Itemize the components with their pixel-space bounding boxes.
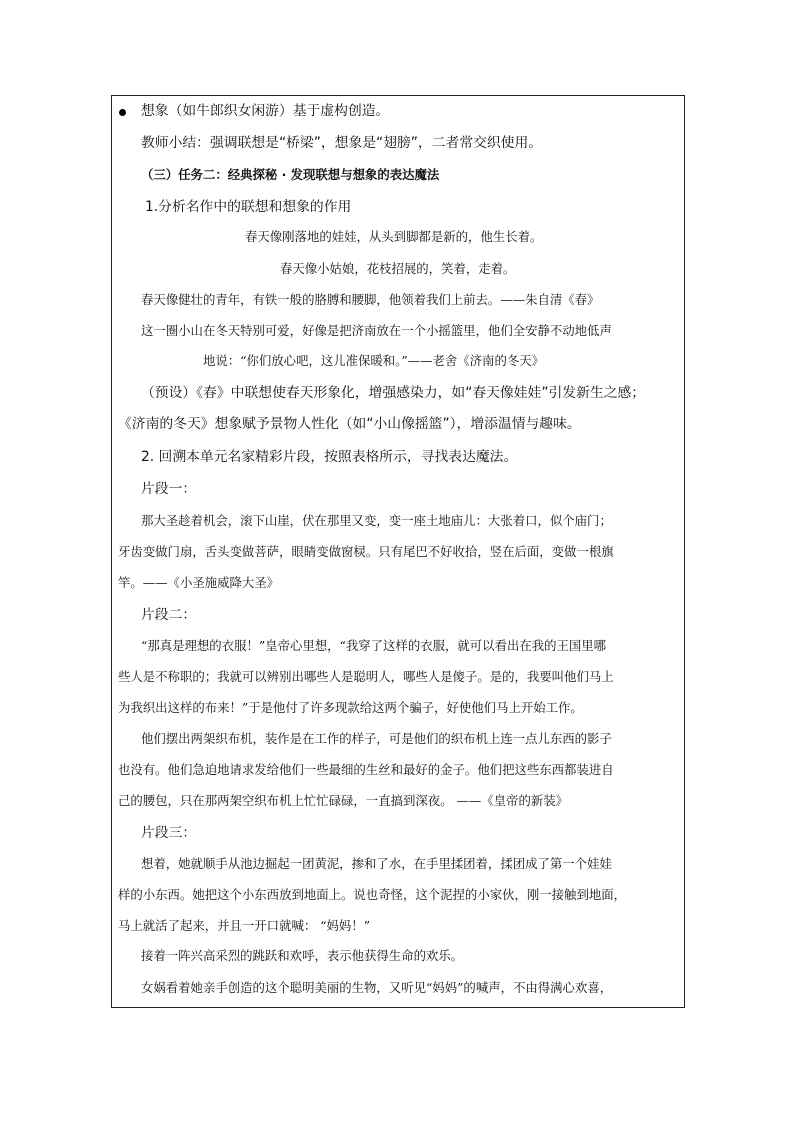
fragment3-line: 女娲看着她亲手创造的这个聪明美丽的生物，又听见“妈妈”的喊声，不由得满心欢喜， bbox=[141, 980, 613, 995]
fragment1-line: 牙齿变做门扇，舌头变做菩萨，眼睛变做窗棂。只有尾巴不好收拾，竖在后面，变做一根旗 bbox=[118, 544, 614, 559]
teacher-summary: 教师小结：强调联想是“桥梁”，想象是“翅膀”，二者常交织使用。 bbox=[141, 135, 543, 151]
quote-spring-1: 春天像刚落地的娃娃，从头到脚都是新的，他生长着。 bbox=[245, 229, 543, 244]
quote-winter-2: 地说：“你们放心吧，这儿准保暖和。”——老舍《济南的冬天》 bbox=[203, 353, 545, 368]
fragment1-label: 片段一： bbox=[141, 481, 197, 497]
fragment3-line: 想着，她就顺手从池边掘起一团黄泥，掺和了水，在手里揉团着，揉团成了第一个娃娃 bbox=[141, 856, 612, 871]
fragment2-line: 他们摆出两架织布机，装作是在工作的样子，可是他们的织布机上连一点儿东西的影子 bbox=[141, 731, 612, 746]
fragment2-label: 片段二： bbox=[141, 607, 197, 623]
quote-spring-2: 春天像小姑娘，花枝招展的，笑着，走着。 bbox=[280, 261, 516, 276]
fragment2-line: 为我织出这样的布来！”于是他付了许多现款给这两个骗子，好使他们马上开始工作。 bbox=[118, 700, 583, 715]
bullet-icon bbox=[119, 109, 126, 116]
item1-heading: 1.分析名作中的联想和想象的作用 bbox=[145, 199, 352, 215]
fragment1-line: 那大圣趁着机会，滚下山崖，伏在那里又变，变一座土地庙儿：大张着口，似个庙门； bbox=[141, 513, 612, 528]
quote-spring-3: 春天像健壮的青年，有铁一般的胳膊和腰脚，他领着我们上前去。——朱自清《春》 bbox=[141, 292, 600, 307]
task-heading: （三）任务二：经典探秘 · 发现联想与想象的表达魔法 bbox=[141, 167, 440, 182]
fragment1-line: 竿。——《小圣施威降大圣》 bbox=[118, 575, 280, 590]
item2-heading: 2. 回溯本单元名家精彩片段，按照表格所示，寻找表达魔法。 bbox=[141, 449, 518, 465]
quote-winter-1: 这一圈小山在冬天特别可爱，好像是把济南放在一个小摇篮里，他们全安静不动地低声 bbox=[141, 323, 612, 338]
fragment3-line: 样的小东西。她把这个小东西放到地面上。说也奇怪，这个泥捏的小家伙，刚一接触到地面， bbox=[118, 887, 627, 902]
fragment2-line: 己的腰包，只在那两架空织布机上忙忙碌碌，一直搞到深夜。 ——《皇帝的新装》 bbox=[118, 793, 569, 808]
fragment3-line: 接着一阵兴高采烈的跳跃和欢呼，表示他获得生命的欢乐。 bbox=[141, 948, 464, 963]
preset-line-2: 《济南的冬天》想象赋予景物人性化（如“小山像摇篮”），增添温情与趣味。 bbox=[118, 416, 581, 432]
fragment3-label: 片段三： bbox=[141, 825, 197, 841]
fragment2-line: 些人是不称职的；我就可以辨别出哪些人是聪明人，哪些人是傻子。是的，我要叫他们马上 bbox=[118, 669, 614, 684]
fragment2-line: 也没有。他们急迫地请求发给他们一些最细的生丝和最好的金子。他们把这些东西都装进自 bbox=[118, 762, 614, 777]
fragment2-line: “那真是理想的衣服！”皇帝心里想，“我穿了这样的衣服，就可以看出在我的王国里哪 bbox=[141, 638, 607, 653]
preset-line-1: （预设）《春》中联想使春天形象化，增强感染力，如“春天像娃娃”引发新生之感； bbox=[141, 385, 646, 401]
fragment3-line: 马上就活了起来，并且一开口就喊： “妈妈！” bbox=[118, 918, 371, 933]
bullet-line: 想象（如牛郎织女闲游）基于虚构创造。 bbox=[141, 103, 390, 119]
